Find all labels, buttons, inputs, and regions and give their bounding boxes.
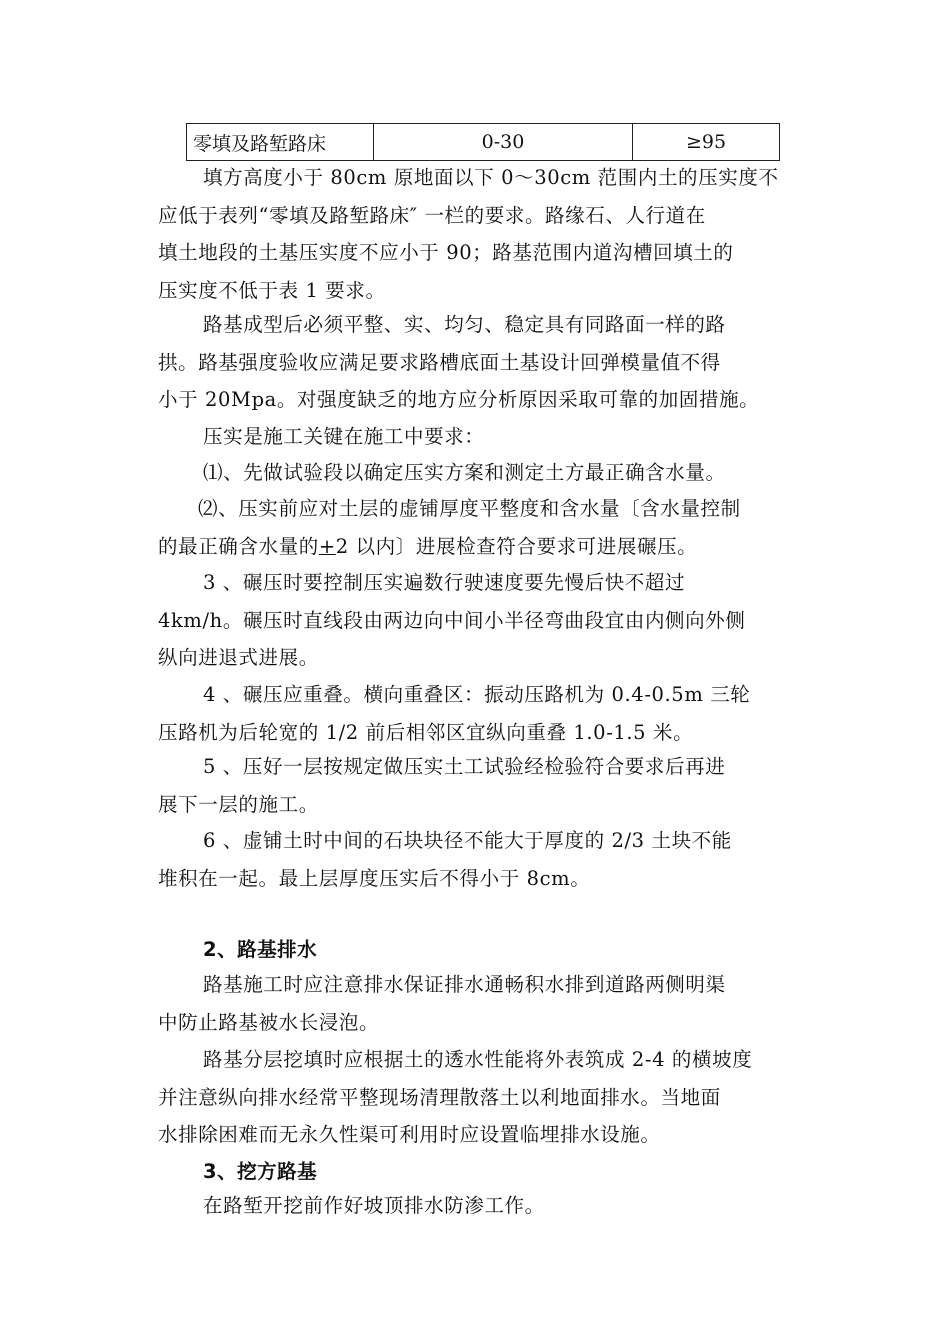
text-line: 堆积在一起。最上层厚度压实后不得小于 8cm。: [158, 866, 591, 890]
text-line: 5 、压好一层按规定做压实土工试验经检验符合要求后再进: [203, 755, 726, 778]
text-fragment: 2 以内〕进展检查符合要求可进展碾压。: [335, 534, 698, 558]
paragraph-fill-height: [158, 159, 808, 309]
paragraph-item-2: [158, 490, 808, 565]
text-line: 拱。路基强度验收应满足要求路槽底面土基设计回弹模量值不得: [158, 350, 721, 374]
text-line: 并注意纵向排水经常平整现场清理散落土以利地面排水。当地面: [158, 1085, 721, 1109]
text-line: 在路堑开挖前作好坡顶排水防渗工作。: [203, 1194, 545, 1217]
plus-minus-underline: +: [318, 534, 336, 558]
text-line: 4km/h。碾压时直线段由两边向中间小半径弯曲段宜由内侧向外侧: [158, 608, 746, 632]
text-line: 填土地段的土基压实度不应小于 90；路基范围内道沟槽回填土的: [158, 241, 734, 264]
text-line: 填方高度小于 80cm 原地面以下 0～30cm 范围内土的压实度不: [203, 166, 779, 189]
paragraph-subgrade-forming: [158, 306, 808, 419]
section-heading-drainage: 2、路基排水: [203, 938, 318, 961]
paragraph-item-1: [158, 454, 808, 492]
text-fragment: 的最正确含水量的: [158, 534, 319, 558]
paragraph-excavation: [158, 1187, 808, 1225]
text-line: [158, 528, 808, 566]
paragraph-item-3: [158, 564, 808, 677]
text-line: 压路机为后轮宽的 1/2 前后相邻区宜纵向重叠 1.0-1.5 米。: [158, 720, 694, 744]
paragraph-item-6: [158, 822, 808, 897]
text-line: 应低于表列“零填及路堑路床″ 一栏的要求。路缘石、人行道在: [158, 203, 706, 227]
text-line: 展下一层的施工。: [158, 792, 319, 816]
text-line: ⑵、压实前应对土层的虚铺厚度平整度和含水量〔含水量控制: [198, 497, 741, 520]
text-line: 纵向进退式进展。: [158, 646, 319, 669]
text-line: ⑴、先做试验段以确定压实方案和测定土方最正确含水量。: [203, 461, 726, 484]
table-cell-category: 零填及路堑路床: [187, 124, 374, 161]
text-line: 小于 20Mpa。对强度缺乏的地方应分析原因采取可靠的加固措施。: [158, 388, 760, 411]
text-line: 3 、碾压时要控制压实遍数行驶速度要先慢后快不超过: [203, 571, 686, 594]
text-line: 路基分层挖填时应根据土的透水性能将外表筑成 2-4 的横坡度: [203, 1048, 753, 1071]
section-heading-excavation: 3、挖方路基: [203, 1160, 318, 1183]
table-row: [187, 124, 780, 161]
table-cell-depth: 0-30: [374, 124, 633, 161]
text-line: 6 、虚铺土时中间的石块块径不能大于厚度的 2/3 土块不能: [203, 829, 732, 852]
text-line: 4 、碾压应重叠。横向重叠区：振动压路机为 0.4-0.5m 三轮: [203, 683, 751, 706]
compaction-table: [186, 123, 780, 161]
table-cell-compaction: ≥95: [633, 124, 780, 161]
text-line: 路基成型后必须平整、实、均匀、稳定具有同路面一样的路: [203, 313, 726, 336]
text-line: 路基施工时应注意排水保证排水通畅积水排到道路两侧明渠: [203, 973, 726, 996]
paragraph-drainage-1: [158, 966, 808, 1041]
paragraph-drainage-2: [158, 1041, 808, 1154]
text-line: 水排除困难而无永久性渠可利用时应设置临埋排水设施。: [158, 1123, 661, 1146]
text-line: 压实是施工关键在施工中要求：: [203, 425, 485, 448]
paragraph-item-4: [158, 676, 808, 751]
paragraph-compaction-key: [158, 418, 808, 456]
text-line: 中防止路基被水长浸泡。: [158, 1010, 380, 1034]
paragraph-item-5: [158, 748, 808, 823]
text-line: 压实度不低于表 1 要求。: [158, 278, 386, 302]
